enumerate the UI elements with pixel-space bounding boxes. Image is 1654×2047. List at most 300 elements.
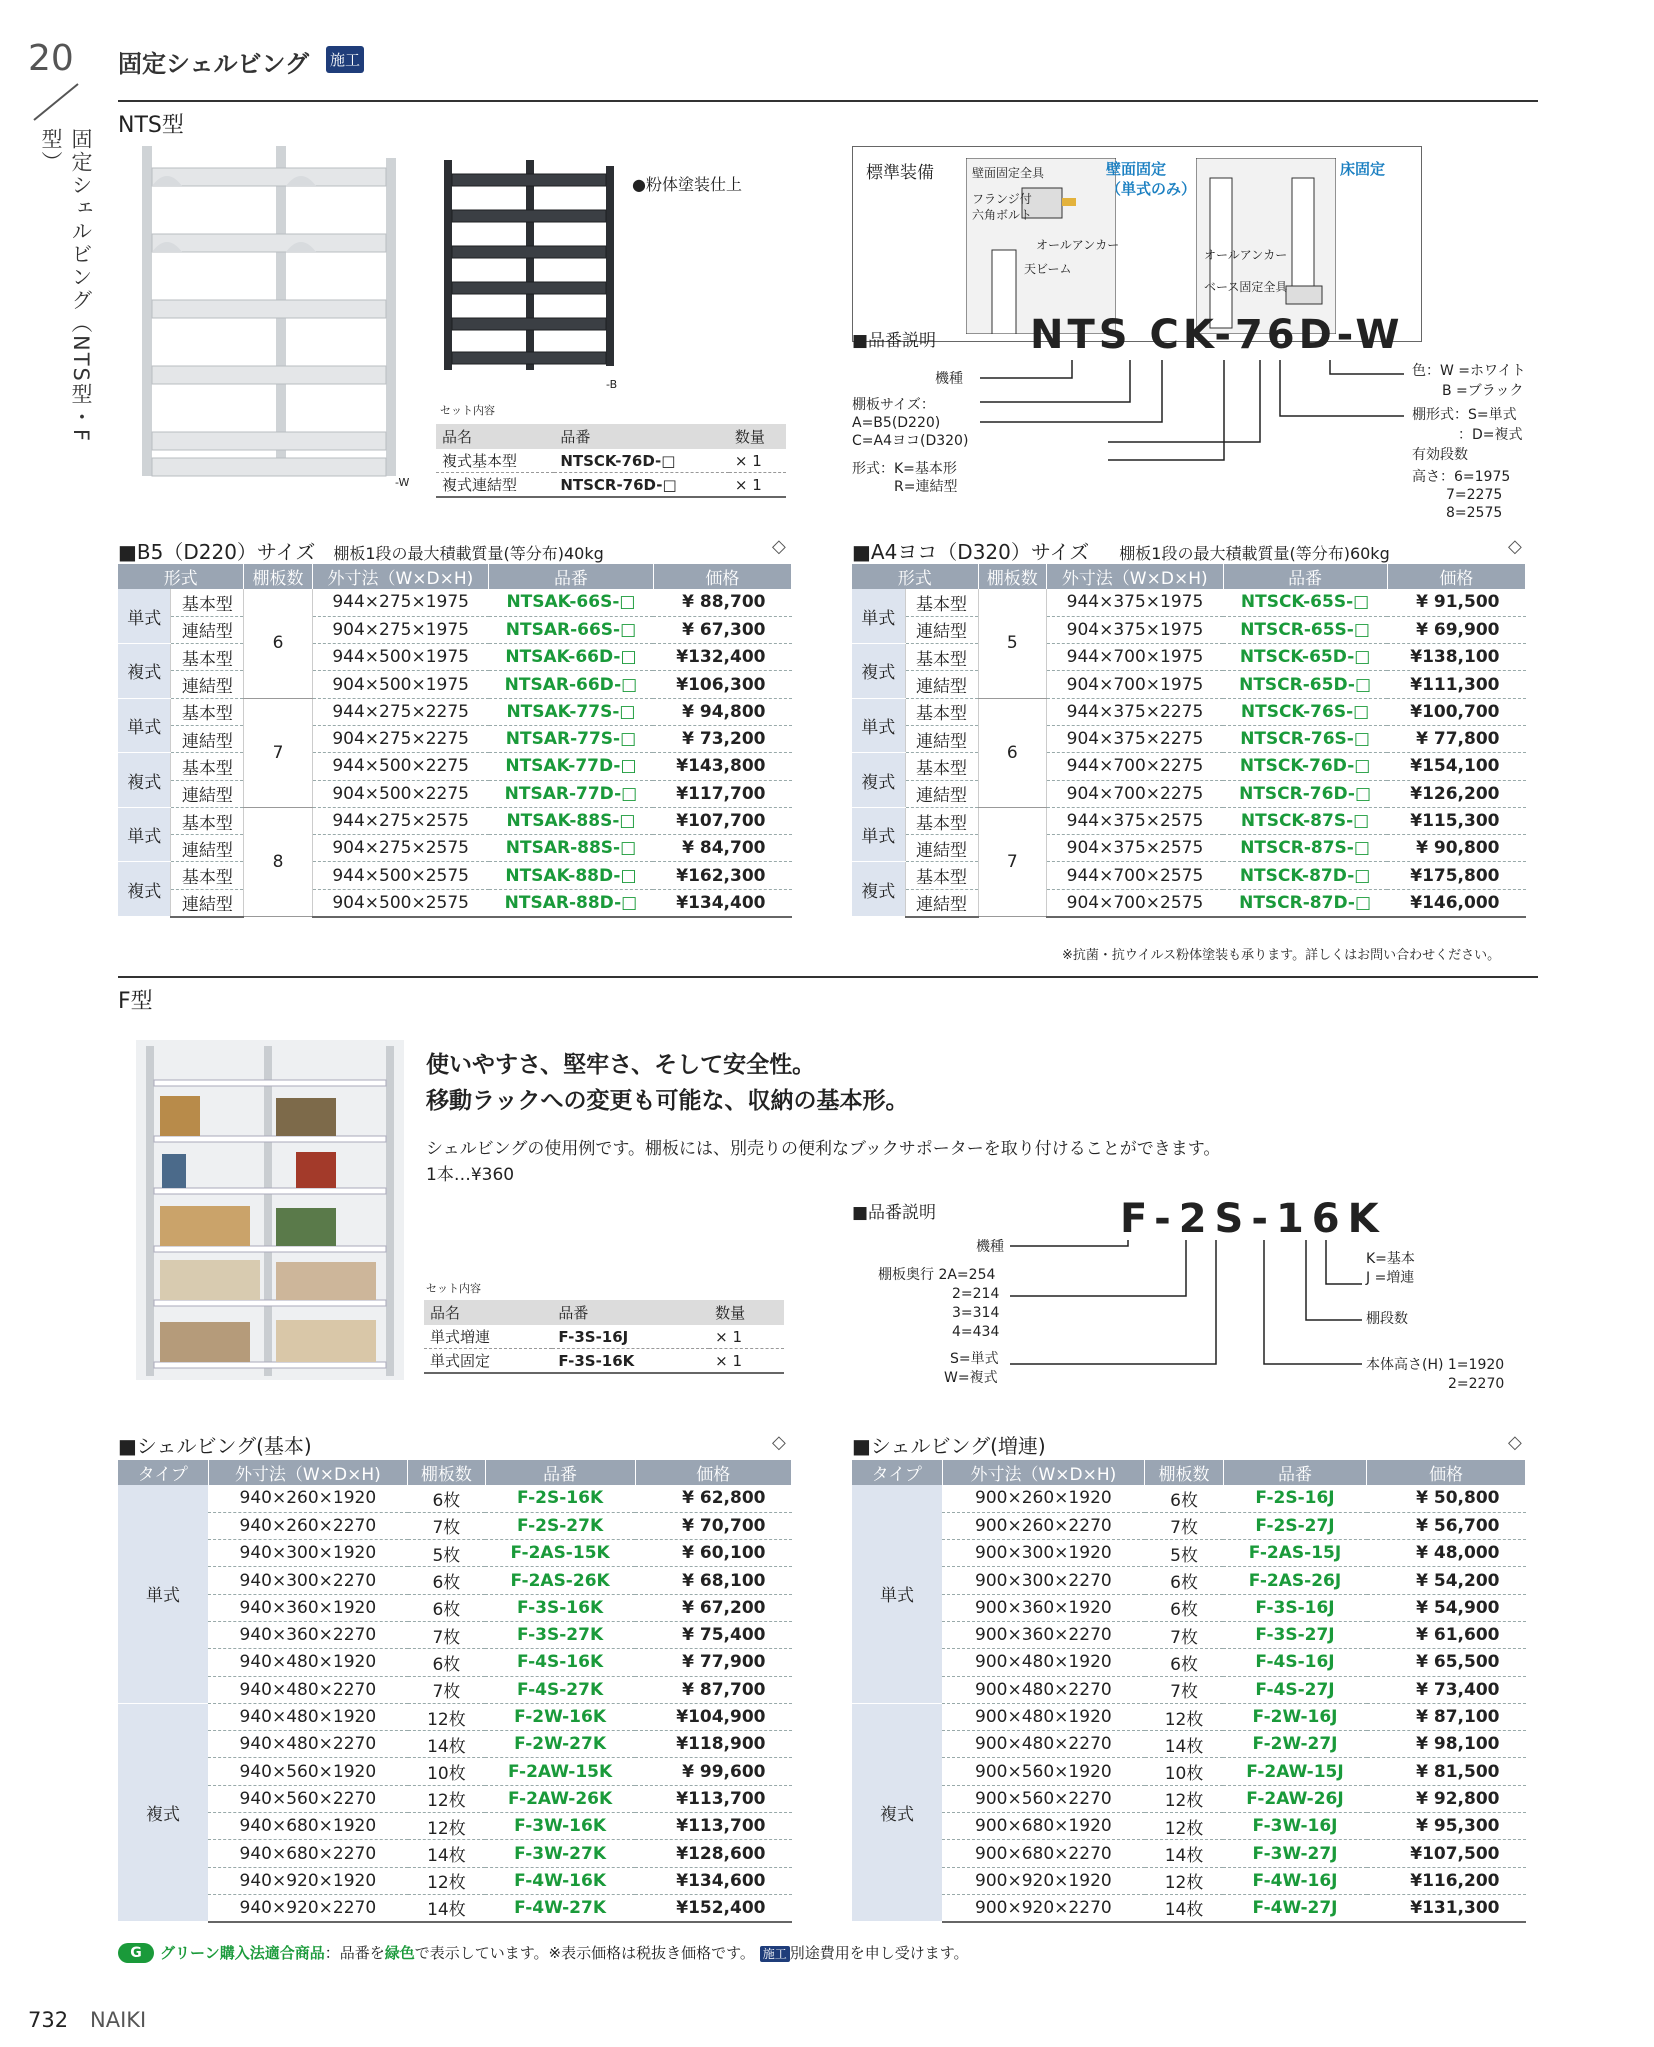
subtype-cell: 基本型 [171,644,244,671]
dimension-cell: 900×680×1920 [942,1813,1145,1840]
footer-badge: 施工 [760,1946,790,1962]
shelf-count-cell: 7 [244,698,312,807]
shelf-count-cell: 12枚 [408,1703,485,1730]
subtype-cell: 基本型 [171,862,244,889]
dimension-cell: 940×560×1920 [208,1758,408,1785]
price-cell: ¥116,200 [1367,1867,1526,1894]
side-title: 固定シェルビング（NTS型・F型） [39,128,93,443]
b5-diamond-icon: ◇ [772,536,786,557]
type-cell: 単式 [118,807,171,862]
price-cell: ¥132,400 [653,644,791,671]
subtype-cell: 基本型 [171,698,244,725]
part-number-cell: F-3S-16J [1223,1594,1366,1621]
add-title: ■シェルビング(増連) [852,1434,1046,1458]
part-number-cell: F-2AS-26J [1223,1567,1366,1594]
price-cell: ¥ 90,800 [1387,835,1525,862]
dimension-cell: 940×560×2270 [208,1785,408,1812]
subtype-cell: 基本型 [905,698,978,725]
price-cell: ¥ 54,900 [1367,1594,1526,1621]
price-cell: ¥118,900 [635,1731,791,1758]
f-code-lines [990,1240,1370,1380]
dimension-cell: 940×480×1920 [208,1649,408,1676]
shelf-count-cell: 12枚 [408,1785,485,1812]
price-cell: ¥ 88,700 [653,589,791,616]
nts-dan: 有効段数 [1412,447,1468,463]
part-number-cell: F-2AS-26K [485,1567,635,1594]
nts-kishu: 機種 [935,371,963,387]
part-number-cell: NTSAK-77S-□ [489,698,654,725]
dimension-cell: 900×360×1920 [942,1594,1145,1621]
dimension-cell: 900×260×2270 [942,1512,1145,1539]
part-number-cell: F-4S-27K [485,1676,635,1703]
shelf-count-cell: 6 [978,698,1046,807]
basic-table-row [118,1512,792,1539]
shelf-count-cell: 7枚 [408,1621,485,1648]
shelf-count-cell: 5 [978,589,1046,698]
dimension-cell: 944×500×1975 [312,644,488,671]
type-cell: 複式 [852,862,905,917]
price-cell: ¥ 48,000 [1367,1540,1526,1567]
shelf-count-cell: 6枚 [1145,1485,1224,1512]
price-cell: ¥107,700 [653,807,791,834]
shelf-count-cell: 14枚 [408,1731,485,1758]
price-cell: ¥ 73,400 [1367,1676,1526,1703]
shelf-count-cell: 14枚 [1145,1731,1224,1758]
price-cell: ¥134,400 [653,889,791,916]
add-table-row [852,1649,1526,1676]
b5-table-row [118,644,792,671]
add-table-row [852,1594,1526,1621]
dimension-cell: 940×680×1920 [208,1813,408,1840]
dimension-cell: 940×480×2270 [208,1731,408,1758]
price-cell: ¥143,800 [653,753,791,780]
add-table-row [852,1785,1526,1812]
nts-h3: 8=2575 [1446,505,1503,521]
f-section-rule [118,976,1538,978]
shelf-count-cell: 6 [244,589,312,698]
top-beam-label: 天ビーム [1024,262,1072,276]
part-number-cell: F-2W-27K [485,1731,635,1758]
dimension-cell: 900×360×2270 [942,1621,1145,1648]
basic-table-row [118,1567,792,1594]
part-number-cell: NTSAK-66S-□ [489,589,654,616]
price-cell: ¥107,500 [1367,1840,1526,1867]
subtype-cell: 基本型 [905,589,978,616]
type-cell: 複式 [852,753,905,808]
part-number-cell: NTSCR-76S-□ [1223,725,1387,752]
type-cell: 複式 [118,753,171,808]
basic-table-row [118,1485,792,1512]
b5-table-row [118,780,792,807]
dimension-cell: 944×375×2575 [1046,807,1223,834]
shelf-count-cell: 10枚 [408,1758,485,1785]
basic-table-row [118,1676,792,1703]
subtype-cell: 連結型 [905,889,978,916]
dimension-cell: 904×275×2275 [312,725,488,752]
price-cell: ¥ 87,100 [1367,1703,1526,1730]
price-cell: ¥113,700 [635,1785,791,1812]
nts-color2: B =ブラック [1442,383,1524,399]
shelf-count-cell: 8 [244,807,312,916]
nts-keishiki2: R=連結型 [894,479,958,495]
f-depth: 棚板奥行 2A=254 [878,1267,996,1283]
price-cell: ¥115,300 [1387,807,1525,834]
dimension-cell: 904×500×2275 [312,780,488,807]
type-cell: 単式 [118,589,171,644]
b5-table-row [118,835,792,862]
price-cell: ¥ 91,500 [1387,589,1525,616]
a4-table-row [852,698,1526,725]
dimension-cell: 944×375×2275 [1046,698,1223,725]
b5-table-row [118,616,792,643]
f-shelf-photo [136,1040,404,1380]
footer-note: グリーン購入法適合商品：品番を緑色で表示しています。※表示価格は税抜き価格です。 施工 別途費用を申し受けます。 [160,1944,969,1962]
shelf-count-cell: 12枚 [1145,1813,1224,1840]
finish-note: ●粉体塗装仕上 [632,175,742,194]
part-number-cell: NTSAR-77D-□ [489,780,654,807]
shelf-count-cell: 6枚 [408,1594,485,1621]
wall-fix-label: 壁面固定 [1106,160,1167,178]
add-table-row [852,1703,1526,1730]
add-table-row [852,1758,1526,1785]
price-cell: ¥ 62,800 [635,1485,791,1512]
part-number-cell: F-4S-27J [1223,1676,1366,1703]
dimension-cell: 940×480×2270 [208,1676,408,1703]
part-number-cell: NTSCK-76D-□ [1223,753,1387,780]
dimension-cell: 900×680×2270 [942,1840,1145,1867]
dimension-cell: 944×500×2275 [312,753,488,780]
nts-color: 色：W =ホワイト [1412,363,1526,379]
dimension-cell: 940×300×2270 [208,1567,408,1594]
basic-title: ■シェルビング(基本) [118,1434,312,1458]
subtype-cell: 連結型 [905,725,978,752]
part-number-cell: NTSCR-65S-□ [1223,616,1387,643]
part-number-cell: NTSAR-88D-□ [489,889,654,916]
part-number-cell: F-3W-27K [485,1840,635,1867]
flange-label: フランジ付 [972,192,1032,206]
part-number-cell: F-2AS-15K [485,1540,635,1567]
basic-table-row [118,1785,792,1812]
price-cell: ¥162,300 [653,862,791,889]
a4-table-row [852,780,1526,807]
part-number-cell: F-4W-16K [485,1867,635,1894]
f-set-table: 品名 品番 数量 単式増連 F-3S-16J × 1 単式固定 F-3S-16K × 1 [424,1300,784,1374]
catch-line-2: 移動ラックへの変更も可能な、収納の基本形。 [426,1088,909,1114]
add-table-row [852,1676,1526,1703]
f-d2: 2=214 [952,1286,1000,1302]
b5-table-row [118,807,792,834]
part-number-cell: F-2S-16J [1223,1485,1366,1512]
part-number-cell: F-2S-16K [485,1485,635,1512]
dimension-cell: 944×375×1975 [1046,589,1223,616]
part-number-cell: F-2W-16J [1223,1703,1366,1730]
hex-bolt-label: 六角ボルト [972,208,1033,222]
shelf-count-cell: 10枚 [1145,1758,1224,1785]
dimension-cell: 944×500×2575 [312,862,488,889]
part-number-cell: F-2AW-15J [1223,1758,1366,1785]
part-number-cell: F-2AW-26K [485,1785,635,1812]
shelf-count-cell: 7枚 [1145,1676,1224,1703]
type-cell: 単式 [118,698,171,753]
price-cell: ¥126,200 [1387,780,1525,807]
shelf-count-cell: 12枚 [1145,1867,1224,1894]
dimension-cell: 904×500×1975 [312,671,488,698]
part-number-cell: NTSAR-88S-□ [489,835,654,862]
part-number-cell: NTSAK-66D-□ [489,644,654,671]
dimension-cell: 940×920×1920 [208,1867,408,1894]
nts-set-caption: セット内容 [440,404,495,417]
price-cell: ¥ 95,300 [1367,1813,1526,1840]
add-table-row [852,1567,1526,1594]
price-cell: ¥ 68,100 [635,1567,791,1594]
f-s: S=単式 [950,1351,999,1367]
dimension-cell: 940×480×1920 [208,1703,408,1730]
shelf-count-cell: 6枚 [408,1567,485,1594]
subtype-cell: 基本型 [171,753,244,780]
shelf-count-cell: 6枚 [408,1485,485,1512]
subtype-cell: 連結型 [171,725,244,752]
shelf-count-cell: 7枚 [1145,1621,1224,1648]
footer-brand: NAIKI [90,2008,147,2032]
price-cell: ¥ 61,600 [1367,1621,1526,1648]
price-cell: ¥111,300 [1387,671,1525,698]
part-number-cell: F-4S-16J [1223,1649,1366,1676]
price-cell: ¥ 67,300 [653,616,791,643]
dimension-cell: 940×260×1920 [208,1485,408,1512]
add-table-row [852,1867,1526,1894]
a4-table-row [852,862,1526,889]
subtype-cell: 基本型 [905,753,978,780]
type-cell: 複式 [118,1703,208,1921]
subtype-cell: 基本型 [171,807,244,834]
subtype-cell: 基本型 [905,644,978,671]
nts-keishiki: 形式：K=基本形 [852,461,957,477]
basic-table-row [118,1758,792,1785]
add-table-row [852,1813,1526,1840]
add-table-row [852,1840,1526,1867]
part-number-cell: NTSAK-88D-□ [489,862,654,889]
a4-table: 形式 棚板数 外寸法（W×D×H) 品番 価格 単式 基本型 5 944×375×1975 NTSCK-65S-□ ¥ 91,500 連結型 904×375×1975 NTSCR-65S-□ ¥ 69,900 複式 基本型 944×700×1975 NTSCK-65D-□ ¥138,100 連結型 904×700×1975 NTSCR-65D-□ ¥111,300 単式 基本型 6 944×375×2275 NTSCK-76S-□ ¥100,700 連結型 904×375×2275 NTSCR-76S-□ ¥ 77,800 複式 基本型 944×700×2275 NTSCK-76D-□ ¥154,100 連結型 904×700×2275 NTSCR-76D-□ ¥126,200 単式 基本型 7 944×375×2575 NTSCK-87S-□ ¥115,300 連結型 904×375×2575 NTSCR-87S-□ ¥ 90,800 複式 基本型 944×700×2575 NTSCK-87D-□ ¥175,800 連結型 904×700×2575 NTSCR-87D-□ ¥146,000 [852,564,1526,918]
f-dan: 棚段数 [1366,1311,1408,1327]
page-number: 20 [28,38,74,79]
shelf-count-cell: 5枚 [1145,1540,1224,1567]
dimension-cell: 944×275×1975 [312,589,488,616]
f-kishu: 機種 [976,1239,1004,1255]
dimension-cell: 900×920×1920 [942,1867,1145,1894]
dimension-cell: 900×300×2270 [942,1567,1145,1594]
part-number-cell: F-4W-16J [1223,1867,1366,1894]
subtype-cell: 連結型 [905,616,978,643]
b5-table-row [118,589,792,616]
price-cell: ¥ 92,800 [1367,1785,1526,1812]
price-cell: ¥ 70,700 [635,1512,791,1539]
f-d4: 4=434 [952,1324,1000,1340]
price-cell: ¥154,100 [1387,753,1525,780]
dimension-cell: 904×700×2275 [1046,780,1223,807]
subtype-cell: 基本型 [905,807,978,834]
add-table-row [852,1512,1526,1539]
price-cell: ¥175,800 [1387,862,1525,889]
basic-table-row [118,1840,792,1867]
subtype-cell: 連結型 [171,889,244,916]
price-cell: ¥ 56,700 [1367,1512,1526,1539]
antibacterial-note: ※抗菌・抗ウイルス粉体塗装も承ります。詳しくはお問い合わせください。 [1062,948,1501,963]
a4-table-row [852,753,1526,780]
shelf-count-cell: 7枚 [1145,1512,1224,1539]
f-w: W=複式 [944,1370,998,1386]
f-h2: 2=2270 [1448,1376,1505,1392]
b5-table-row [118,671,792,698]
a4-table-row [852,725,1526,752]
floor-fix-label: 床固定 [1340,160,1386,178]
shelf-count-cell: 14枚 [408,1894,485,1921]
price-cell: ¥152,400 [635,1894,791,1921]
green-purchase-label: グリーン購入法適合商品 [160,1944,325,1962]
price-cell: ¥ 50,800 [1367,1485,1526,1512]
type-cell: 単式 [852,589,905,644]
a4-table-row [852,671,1526,698]
part-number-cell: F-2W-27J [1223,1731,1366,1758]
b5-table-row [118,889,792,916]
dimension-cell: 904×700×1975 [1046,671,1223,698]
construction-badge: 施工 [326,46,364,73]
black-shelf-image [440,160,620,370]
type-cell: 単式 [852,698,905,753]
dimension-cell: 900×920×2270 [942,1894,1145,1921]
f-set-caption: セット内容 [426,1282,481,1295]
type-cell: 複式 [118,644,171,699]
add-table-row [852,1894,1526,1921]
nts-shelftype2: ：D=複式 [1458,427,1523,443]
black-mark: -B [606,378,618,391]
price-cell: ¥ 73,200 [653,725,791,752]
part-number-cell: NTSAR-77S-□ [489,725,654,752]
dimension-cell: 900×560×2270 [942,1785,1145,1812]
part-number-cell: F-3W-16J [1223,1813,1366,1840]
shelf-count-cell: 6枚 [1145,1649,1224,1676]
type-cell: 複式 [118,862,171,917]
shelf-count-cell: 14枚 [408,1840,485,1867]
a4-table-row [852,835,1526,862]
wall-fix-note: （単式のみ） [1106,180,1197,198]
a4-table-row [852,644,1526,671]
part-number-cell: NTSAK-77D-□ [489,753,654,780]
basic-table-row [118,1621,792,1648]
b5-table-row [118,725,792,752]
nts-section-title: NTS型 [118,113,184,138]
standard-equipment-title: 標準装備 [866,163,934,183]
nts-tana-a: A=B5(D220) [852,415,941,431]
dimension-cell: 904×375×1975 [1046,616,1223,643]
price-cell: ¥134,600 [635,1867,791,1894]
price-cell: ¥ 54,200 [1367,1567,1526,1594]
dimension-cell: 944×700×1975 [1046,644,1223,671]
price-cell: ¥104,900 [635,1703,791,1730]
subtype-cell: 連結型 [171,671,244,698]
shelf-count-cell: 14枚 [1145,1894,1224,1921]
f-section-title: F型 [118,989,153,1014]
type-cell: 複式 [852,1703,942,1921]
shelf-count-cell: 12枚 [1145,1785,1224,1812]
price-cell: ¥ 77,900 [635,1649,791,1676]
dimension-cell: 940×680×2270 [208,1840,408,1867]
b5-title: ■B5（D220）サイズ 棚板1段の最大積載質量(等分布)40kg [118,540,604,564]
dimension-cell: 904×500×2575 [312,889,488,916]
shelf-count-cell: 6枚 [408,1649,485,1676]
part-number-cell: F-2S-27K [485,1512,635,1539]
f-code-title: ■品番説明 [852,1203,937,1223]
basic-diamond-icon: ◇ [772,1432,786,1453]
shelf-count-cell: 5枚 [408,1540,485,1567]
a4-diamond-icon: ◇ [1508,536,1522,557]
basic-table-row [118,1894,792,1921]
shelf-count-cell: 14枚 [1145,1840,1224,1867]
part-number-cell: F-2S-27J [1223,1512,1366,1539]
page-title: 固定シェルビング [118,50,310,78]
basic-table: タイプ 外寸法（W×D×H) 棚板数 品番 価格 単式 940×260×1920 6枚 F-2S-16K ¥ 62,800 940×260×2270 7枚 F-2S-27K ¥ 70,700 940×300×1920 5枚 F-2AS-15K ¥ 60,100 940×300×2270 6枚 F-2AS-26K ¥ 68,100 940×360×1920 6枚 F-3S-16K ¥ 67,200 940×360×2270 7枚 F-3S-27K ¥ 75,400 940×480×1920 6枚 F-4S-16K ¥ 77,900 940×480×2270 7枚 F-4S-27K ¥ 87,700 複式 940×480×1920 12枚 F-2W-16K ¥104,900 940×480×2270 14枚 F-2W-27K ¥118,900 940×560×1920 10枚 F-2AW-15K ¥ 99,600 940×560×2270 12枚 F-2AW-26K ¥113,700 940×680×1920 12枚 F-3W-16K ¥113,700 940×680×2270 14枚 F-3W-27K ¥128,600 940×920×1920 12枚 F-4W-16K ¥134,600 940×920×2270 14枚 F-4W-27K ¥152,400 [118,1460,792,1923]
f-desc-1: シェルビングの使用例です。棚板には、別売りの便利なブックサポーターを取り付けることができます。 [426,1139,1221,1159]
b5-table-row [118,753,792,780]
a4-title: ■A4ヨコ（D320）サイズ 棚板1段の最大積載質量(等分布)60kg [852,540,1390,564]
add-table-row [852,1485,1526,1512]
subtype-cell: 連結型 [171,835,244,862]
part-number-cell: F-2AW-15K [485,1758,635,1785]
nts-code: NTS CK-76D-W [1030,312,1404,358]
f-d3: 3=314 [952,1305,1000,1321]
price-cell: ¥138,100 [1387,644,1525,671]
slash-divider [30,82,80,122]
price-cell: ¥146,000 [1387,889,1525,916]
part-number-cell: F-4W-27K [485,1894,635,1921]
add-table: タイプ 外寸法（W×D×H) 棚板数 品番 価格 単式 900×260×1920 6枚 F-2S-16J ¥ 50,800 900×260×2270 7枚 F-2S-27J ¥ 56,700 900×300×1920 5枚 F-2AS-15J ¥ 48,000 900×300×2270 6枚 F-2AS-26J ¥ 54,200 900×360×1920 6枚 F-3S-16J ¥ 54,900 900×360×2270 7枚 F-3S-27J ¥ 61,600 900×480×1920 6枚 F-4S-16J ¥ 65,500 900×480×2270 7枚 F-4S-27J ¥ 73,400 複式 900×480×1920 12枚 F-2W-16J ¥ 87,100 900×480×2270 14枚 F-2W-27J ¥ 98,100 900×560×1920 10枚 F-2AW-15J ¥ 81,500 900×560×2270 12枚 F-2AW-26J ¥ 92,800 900×680×1920 12枚 F-3W-16J ¥ 95,300 900×680×2270 14枚 F-3W-27J ¥107,500 900×920×1920 12枚 F-4W-16J ¥116,200 900×920×2270 14枚 F-4W-27J ¥131,300 [852,1460,1526,1923]
part-number-cell: NTSCK-65D-□ [1223,644,1387,671]
price-cell: ¥ 65,500 [1367,1649,1526,1676]
part-number-cell: NTSCR-87D-□ [1223,889,1387,916]
price-cell: ¥ 69,900 [1387,616,1525,643]
price-cell: ¥113,700 [635,1813,791,1840]
price-cell: ¥ 60,100 [635,1540,791,1567]
footer-page-number: 732 [28,2008,69,2032]
subtype-cell: 連結型 [171,616,244,643]
part-number-cell: F-2AW-26J [1223,1785,1366,1812]
price-cell: ¥ 84,700 [653,835,791,862]
part-number-cell: F-3W-16K [485,1813,635,1840]
basic-table-row [118,1703,792,1730]
header-rule [118,100,1538,102]
wall-bracket-label: 壁面固定全具 [972,166,1045,180]
dimension-cell: 904×375×2575 [1046,835,1223,862]
dimension-cell: 900×480×2270 [942,1676,1145,1703]
price-cell: ¥106,300 [653,671,791,698]
a4-table-row [852,889,1526,916]
green-logo-icon: G [118,1943,154,1963]
a4-table-row [852,616,1526,643]
dimension-cell: 944×700×2275 [1046,753,1223,780]
subtype-cell: 連結型 [905,671,978,698]
part-number-cell: NTSCK-87S-□ [1223,807,1387,834]
f-h1: 本体高さ(H) 1=1920 [1366,1357,1505,1373]
add-table-row [852,1540,1526,1567]
basic-table-row [118,1649,792,1676]
dimension-cell: 900×300×1920 [942,1540,1145,1567]
part-number-cell: F-3S-16K [485,1594,635,1621]
subtype-cell: 連結型 [905,780,978,807]
b5-table-row [118,698,792,725]
b5-table-row [118,862,792,889]
dimension-cell: 944×275×2275 [312,698,488,725]
nts-tana-c: C=A4ヨコ(D320) [852,433,969,449]
add-table-row [852,1621,1526,1648]
